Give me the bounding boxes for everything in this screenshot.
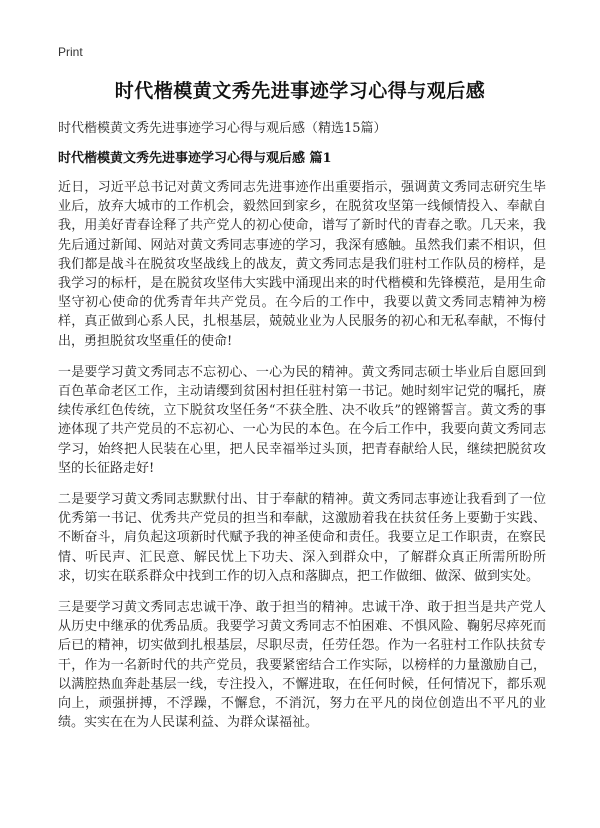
- paragraph-point-three: 三是要学习黄文秀同志忠诚干净、敢于担当的精神。忠诚干净、敢于担当是共产党人从历史中继承的优秀品质。我要学习黄文秀同志不怕困难、不惧风险、鞠躬尽瘁死而后已的精神，切实做到扎根基层，尽职尽责，任劳任怨。作为一名驻村工作队扶贫专干，作为一名新时代的共产党员，我要紧密结合工作实际，以榜样的力量激励自己，以满腔热血奔赴基层一线，专注投入，不懈进取，在任何时候，任何情况下，都乐观向上，顽强拼搏，不浮躁，不懈怠，不消沉，努力在平凡的岗位创造出不平凡的业绩。实实在在为人民谋利益、为群众谋福祉。: [58, 600, 546, 731]
- print-link[interactable]: Print: [58, 45, 83, 59]
- section-heading: 时代楷模黄文秀先进事迹学习心得与观后感 篇1: [58, 151, 332, 166]
- document-subtitle: 时代楷模黄文秀先进事迹学习心得与观后感（精选15篇）: [58, 121, 387, 136]
- paragraph-point-one: 一是要学习黄文秀同志不忘初心、一心为民的精神。黄文秀同志硕士毕业后自愿回到百色革命老区工作，主动请缨到贫困村担任驻村第一书记。她时刻牢记党的嘱托，赓续传承红色传统，立下脱贫攻坚任务“不获全胜、决不收兵”的铿锵誓言。黄文秀的事迹体现了共产党员的不忘初心、一心为民的本色。在今后工作中，我要向黄文秀同志学习，始终把人民装在心里，把人民幸福举过头顶，把青春献给人民，继续把脱贫攻坚的长征路走好!: [58, 364, 546, 476]
- paragraph-intro: 近日，习近平总书记对黄文秀同志先进事迹作出重要指示，强调黄文秀同志研究生毕业后，放弃大城市的工作机会，毅然回到家乡，在脱贫攻坚第一线倾情投入、奉献自我，用美好青春诠释了共产党人的初心使命，谱写了新时代的青春之歌。几天来，我先后通过新闻、网站对黄文秀同志事迹的学习，我深有感触。虽然我们素不相识，但我们都是战斗在脱贫攻坚战线上的战友，黄文秀同志是我们驻村工作队员的榜样，是我学习的标杆，是在脱贫攻坚伟大实践中涌现出来的时代楷模和先锋模范，是用生命坚守初心使命的优秀青年共产党员。在今后的工作中，我要以黄文秀同志精神为榜样，真正做到心系人民，扎根基层，兢兢业业为人民服务的初心和无私奉献，不悔付出，勇担脱贫攻坚重任的使命!: [58, 180, 546, 349]
- paragraph-point-two: 二是要学习黄文秀同志默默付出、甘于奉献的精神。黄文秀同志事迹让我看到了一位优秀第一书记、优秀共产党员的担当和奉献，这激励着我在扶贫任务上要勤于实践、不断奋斗，肩负起这项新时代赋予我的神圣使命和责任。我要立足工作职责，在察民情、听民声、汇民意、解民忧上下功夫、深入到群众中，了解群众真正所需所盼所求，切实在联系群众中找到工作的切入点和落脚点，把工作做细、做深、做到实处。: [58, 492, 546, 584]
- page-title: 时代楷模黄文秀先进事迹学习心得与观后感: [114, 80, 486, 102]
- article-body: [58, 178, 546, 744]
